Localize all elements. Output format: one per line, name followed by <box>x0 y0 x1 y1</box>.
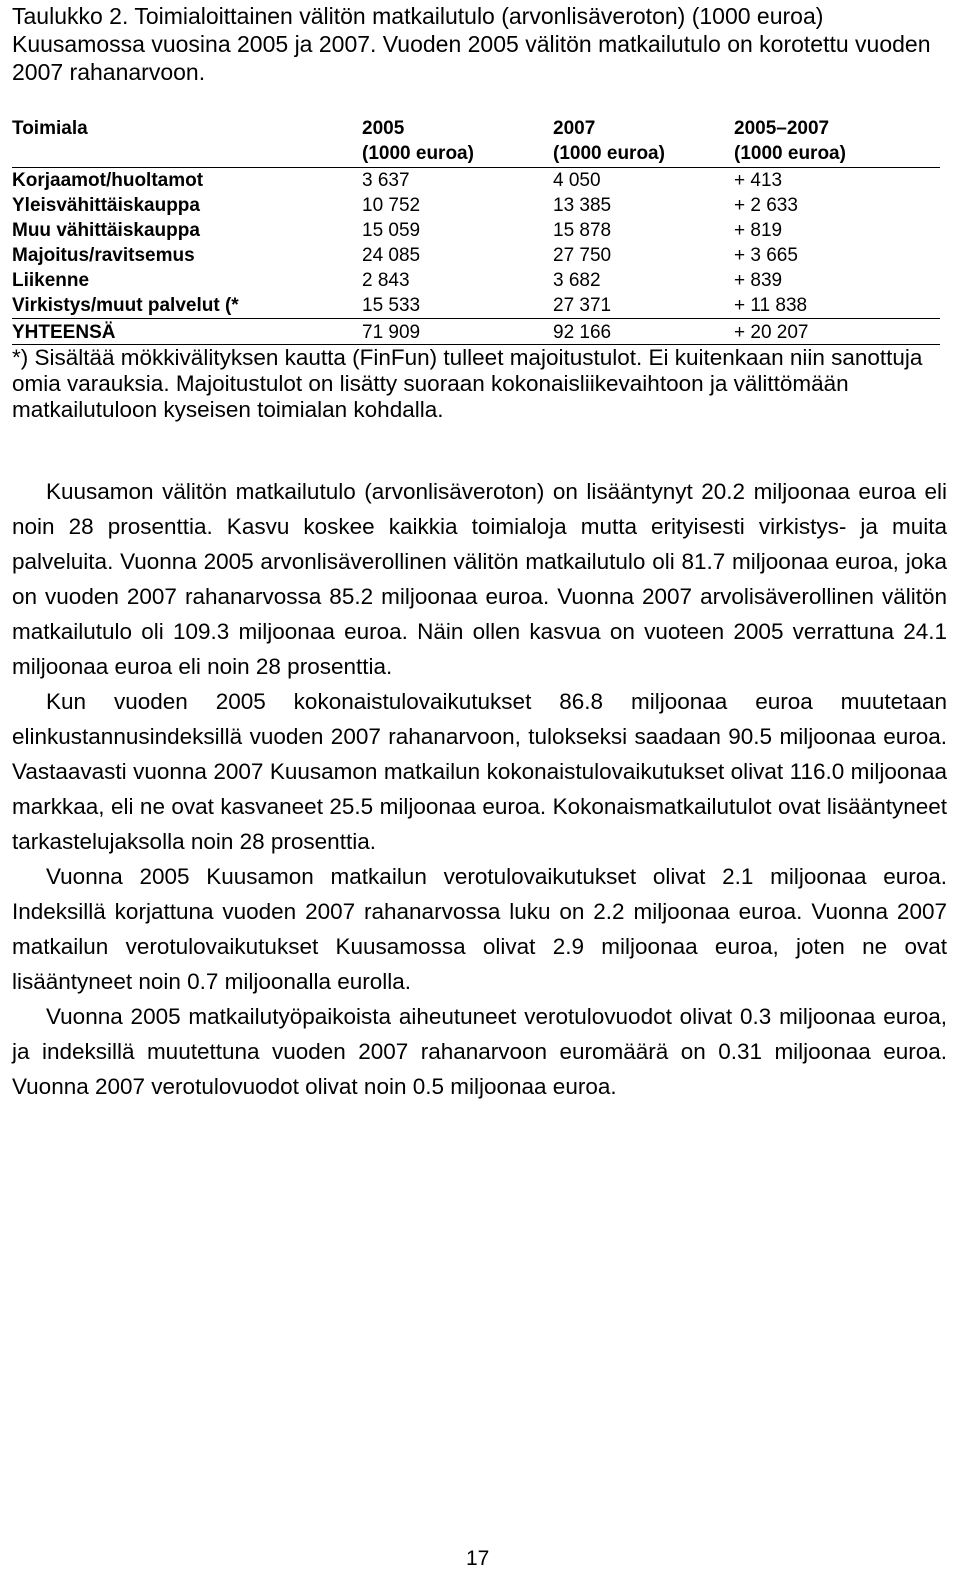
row-change-value: + 3 665 <box>734 245 798 266</box>
row-change-value: + 839 <box>734 270 783 291</box>
header-2007: 2007 <box>553 118 596 139</box>
tourism-income-table <box>12 118 940 347</box>
paragraph: Vuonna 2005 matkailutyöpaikoista aiheutuneet verotulovuodot olivat 0.3 miljoonaa euroa, ja indeksillä muutettuna vuoden 2007 rahanarvoon euromäärä on 0.31 miljoonaa euroa. Vuonna 2007 verotulovuodot olivat noin 0.5 miljoonaa euroa. <box>12 1004 947 1099</box>
header-change-unit: (1000 euroa) <box>734 143 846 164</box>
table-footnote: *) Sisältää mökkivälityksen kautta (FinFun) tulleet majoitustulot. Ei kuitenkaan niin sanottuja omia varauksia. Majoitustulot on lisätty suoraan kokonaisliikevaihtoon ja välittömään matkailutuloon kyseisen toimialan kohdalla. <box>12 345 923 422</box>
table-header-units-row <box>12 143 940 168</box>
row-2005-value: 2 843 <box>362 270 410 291</box>
paragraph: Vuonna 2005 Kuusamon matkailun verotulovaikutukset olivat 2.1 miljoonaa euroa. Indeksillä korjattuna vuoden 2007 rahanarvossa luku on 2.2 miljoonaa euroa. Vuonna 2007 matkailun verotulovaikutukset Kuusamossa olivat 2.9 miljoonaa euroa, joten ne ovat lisääntyneet noin 0.7 miljoonalla eurolla. <box>12 864 947 994</box>
row-change-value: + 819 <box>734 220 783 241</box>
row-sector: Liikenne <box>12 270 90 291</box>
row-2005-value: 3 637 <box>362 170 410 191</box>
header-2007-unit: (1000 euroa) <box>553 143 665 164</box>
total-change-value: + 20 207 <box>734 322 809 343</box>
row-2005-value: 15 533 <box>362 295 421 316</box>
row-2007-value: 4 050 <box>553 170 601 191</box>
paragraph: Kuusamon välitön matkailutulo (arvonlisäveroton) on lisääntynyt 20.2 miljoonaa euroa eli noin 28 prosenttia. Kasvu koskee kaikkia toimialoja mutta erityisesti virkistys- ja muita palveluita. Vuonna 2005 arvonlisäverollinen välitön matkailutulo oli 81.7 miljoonaa euroa, joka on vuoden 2007 rahanarvossa 85.2 miljoonaa euroa. Vuonna 2007 arvolisäverollinen välitön matkailutulo oli 109.3 miljoonaa euroa. Näin ollen kasvua on vuoteen 2005 verrattuna 24.1 miljoonaa euroa eli noin 28 prosenttia. <box>12 479 947 679</box>
row-change-value: + 11 838 <box>734 295 808 316</box>
row-2005-value: 24 085 <box>362 245 421 266</box>
row-change-value: + 413 <box>734 170 783 191</box>
header-sector: Toimiala <box>12 118 88 139</box>
header-2005-unit: (1000 euroa) <box>362 143 474 164</box>
row-2005-value: 15 059 <box>362 220 421 241</box>
table-row <box>12 170 940 195</box>
row-sector: Korjaamot/huoltamot <box>12 170 204 191</box>
total-label: YHTEENSÄ <box>12 322 116 343</box>
row-sector: Yleisvähittäiskauppa <box>12 195 200 216</box>
row-2007-value: 15 878 <box>553 220 612 241</box>
row-change-value: + 2 633 <box>734 195 798 216</box>
table-caption: Taulukko 2. Toimialoittainen välitön matkailutulo (arvonlisäveroton) (1000 euroa) Kuusamossa vuosina 2005 ja 2007. Vuoden 2005 välitön matkailutulo on korotettu vuoden 2007 rahanarvoon. <box>12 3 931 85</box>
row-2005-value: 10 752 <box>362 195 421 216</box>
header-change: 2005–2007 <box>734 118 830 139</box>
table-row <box>12 270 940 295</box>
table-header-row <box>12 118 940 143</box>
body-text <box>12 474 947 1104</box>
row-2007-value: 13 385 <box>553 195 612 216</box>
table-row <box>12 220 940 245</box>
table-row <box>12 245 940 270</box>
row-2007-value: 3 682 <box>553 270 601 291</box>
row-sector: Virkistys/muut palvelut (* <box>12 295 239 316</box>
header-divider <box>12 167 940 168</box>
header-2005: 2005 <box>362 118 405 139</box>
total-divider <box>12 318 940 319</box>
table-row <box>12 295 940 320</box>
row-sector: Majoitus/ravitsemus <box>12 245 195 266</box>
total-2007-value: 92 166 <box>553 322 612 343</box>
row-2007-value: 27 750 <box>553 245 612 266</box>
total-2005-value: 71 909 <box>362 322 421 343</box>
row-sector: Muu vähittäiskauppa <box>12 220 200 241</box>
table-row <box>12 195 940 220</box>
row-2007-value: 27 371 <box>553 295 612 316</box>
page-number: 17 <box>466 1547 490 1570</box>
paragraph: Kun vuoden 2005 kokonaistulovaikutukset 86.8 miljoonaa euroa muutetaan elinkustannusindeksillä vuoden 2007 rahanarvoon, tulokseksi saadaan 90.5 miljoonaa euroa. Vastaavasti vuonna 2007 Kuusamon matkailun kokonaistulovaikutukset olivat 116.0 miljoonaa markkaa, eli ne ovat kasvaneet 25.5 miljoonaa euroa. Kokonaismatkailutulot ovat lisääntyneet tarkastelujaksolla noin 28 prosenttia. <box>12 689 947 854</box>
